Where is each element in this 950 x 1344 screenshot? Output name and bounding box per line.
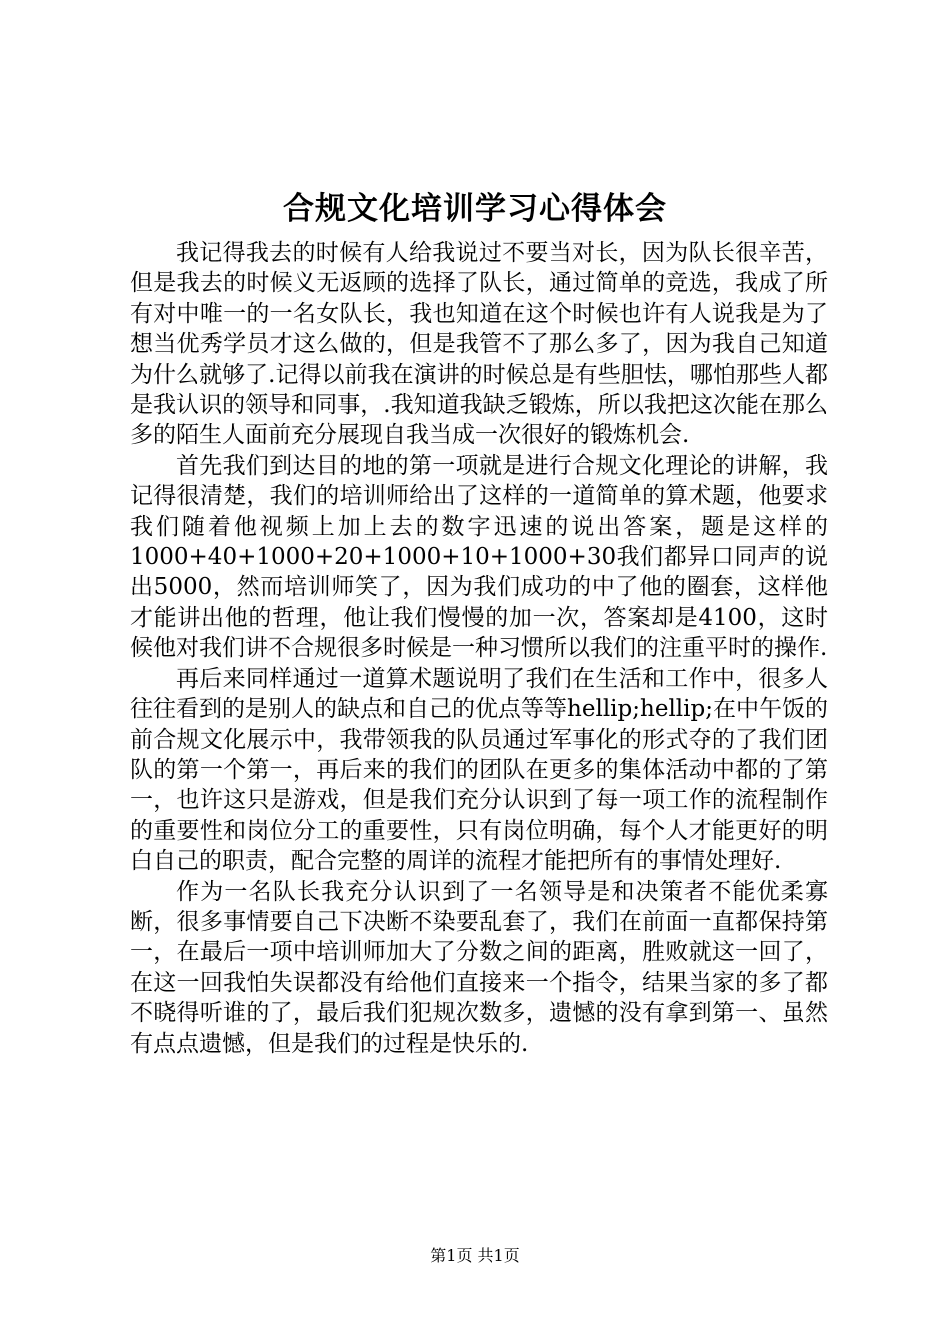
paragraph-3: 再后来同样通过一道算术题说明了我们在生活和工作中，很多人往往看到的是别人的缺点和自己的优点等等hellip;hellip;在中午饭的前合规文化展示中，我带领我的队员通过军事化的形式夺的了我们团队的第一个第一，再后来的我们的团队在更多的集体活动中都的了第一，也许这只是游戏，但是我们充分认识到了每一项工作的流程制作的重要性和岗位分工的重要性，只有岗位明确，每个人才能更好的明白自己的职责，配合完整的周详的流程才能把所有的事情处理好.	[130, 665, 828, 875]
paragraph-2: 首先我们到达目的地的第一项就是进行合规文化理论的讲解，我记得很清楚，我们的培训师给出了这样的一道简单的算术题，他要求我们随着他视频上加上去的数字迅速的说出答案，题是这样的1000+40+1000+20+1000+10+1000+30我们都异口同声的说出5000，然而培训师笑了，因为我们成功的中了他的圈套，这样他才能讲出他的哲理，他让我们慢慢的加一次，答案却是4100，这时候他对我们讲不合规很多时候是一种习惯所以我们的注重平时的操作.	[130, 452, 828, 662]
document-title: 合规文化培训学习心得体会	[283, 191, 667, 227]
page-number-footer: 第1页 共1页	[430, 1246, 520, 1265]
paragraph-1: 我记得我去的时候有人给我说过不要当对长，因为队长很辛苦，但是我去的时候义无返顾的选择了队长，通过简单的竞选，我成了所有对中唯一的一名女队长，我也知道在这个时候也许有人说我是为了想当优秀学员才这么做的，但是我管不了那么多了，因为我自己知道为什么就够了.记得以前我在演讲的时候总是有些胆怯，哪怕那些人都是我认识的领导和同事，.我知道我缺乏锻炼，所以我把这次能在那么多的陌生人面前充分展现自我当成一次很好的锻炼机会.	[130, 240, 828, 449]
document-body	[130, 238, 828, 1059]
paragraph-4: 作为一名队长我充分认识到了一名领导是和决策者不能优柔寡断，很多事情要自己下决断不染要乱套了，我们在前面一直都保持第一，在最后一项中培训师加大了分数之间的距离，胜败就这一回了，在这一回我怕失误都没有给他们直接来一个指令，结果当家的多了都不晓得听谁的了，最后我们犯规次数多，遗憾的没有拿到第一、虽然有点点遗憾，但是我们的过程是快乐的.	[130, 878, 828, 1057]
